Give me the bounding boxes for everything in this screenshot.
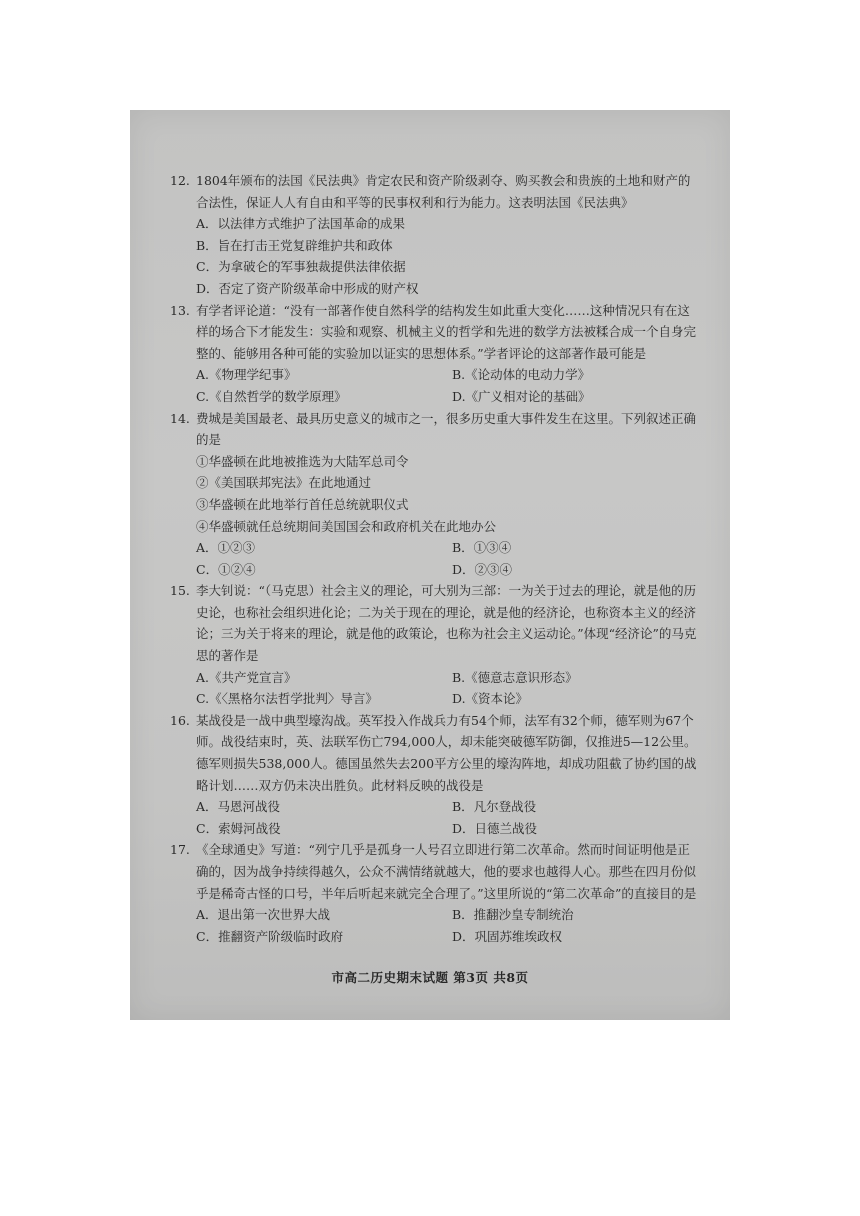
- option-c: C.《自然哲学的数学原理》: [196, 388, 347, 404]
- option-a: A．①②③: [196, 540, 256, 556]
- statement-4: ④华盛顿就任总统期间美国国会和政府机关在此地办公: [196, 518, 497, 534]
- option-b: B.《德意志意识形态》: [452, 669, 578, 685]
- option-b: B．旨在打击王党复辟维护共和政体: [196, 237, 393, 253]
- option-a: A.《共产党宣言》: [196, 669, 297, 685]
- options-grid: [170, 796, 700, 839]
- question-15: [170, 580, 700, 710]
- question-16: [170, 710, 700, 840]
- option-b: B．推翻沙皇专制统治: [452, 907, 574, 923]
- option-d: D．巩固苏维埃政权: [452, 928, 563, 944]
- question-number: 12.: [170, 173, 190, 188]
- option-d: D．②③④: [452, 561, 513, 577]
- option-b: B．①③④: [452, 540, 512, 556]
- exam-page: [130, 110, 730, 1020]
- option-c: C．①②④: [196, 561, 256, 577]
- question-list: [170, 170, 700, 947]
- statement-1: ①华盛顿在此地被推选为大陆军总司令: [196, 453, 409, 469]
- question-17: [170, 839, 700, 947]
- question-text: 某战役是一战中典型壕沟战。英军投入作战兵力有54个师，法军有32个师，德军则为67个师。战役结束时，英、法联军伤亡794,000人，却未能突破德军防御，仅推进5—12公里。德军则损失538,000人。德国虽然失去200平方公里的壕沟阵地，却成功阻截了协约国的战略计划……双方仍未决出胜负。此材料反映的战役是: [196, 712, 697, 793]
- option-d: D.《资本论》: [452, 691, 529, 707]
- question-13: [170, 300, 700, 408]
- option-c: C．推翻资产阶级临时政府: [196, 928, 344, 944]
- question-stem: [170, 710, 700, 796]
- statement-3: ③华盛顿在此地举行首任总统就职仪式: [196, 496, 409, 512]
- question-12: [170, 170, 700, 300]
- question-stem: [170, 580, 700, 666]
- statement-2: ②《美国联邦宪法》在此地通过: [196, 475, 372, 491]
- option-a: A．马恩河战役: [196, 799, 281, 815]
- options-grid: [170, 904, 700, 947]
- question-text: 李大钊说：“（马克思）社会主义的理论，可大别为三部：一为关于过去的理论，就是他的历史论，也称社会组织进化论；二为关于现在的理论，就是他的经济论，也称资本主义的经济论；三为关于将来的理论，就是他的政策论，也称为社会主义运动论。”体现“经济论”的马克思的著作是: [196, 583, 697, 664]
- option-b: B.《论动体的电动力学》: [452, 367, 591, 383]
- option-c: C．为拿破仑的军事独裁提供法律依据: [196, 259, 406, 275]
- question-stem: [170, 408, 700, 451]
- question-number: 15.: [170, 583, 190, 599]
- option-c: C．索姆河战役: [196, 820, 281, 836]
- question-text: 1804年颁布的法国《民法典》肯定农民和资产阶级剥夺、购买教会和贵族的土地和财产的合法性，保证人人有自由和平等的民事权利和行为能力。这表明法国《民法典》: [196, 173, 691, 210]
- question-stem: [170, 839, 700, 904]
- question-text: 《全球通史》写道：“列宁几乎是孤身一人号召立即进行第二次革命。然而时间证明他是正确的，因为战争持续得越久，公众不满情绪就越大，他的要求也越得人心。那些在四月份似乎是稀奇古怪的口号，半年后听起来就完全合理了。”这里所说的“第二次革命”的直接目的是: [196, 842, 697, 901]
- question-stem: [170, 170, 700, 213]
- option-b: B．凡尔登战役: [452, 799, 537, 815]
- option-a: A.《物理学纪事》: [196, 367, 297, 383]
- question-number: 14.: [170, 410, 190, 426]
- question-text: 有学者评论道：“没有一部著作使自然科学的结构发生如此重大变化……这种情况只有在这样的场合下才能发生：实验和观察、机械主义的哲学和先进的数学方法被糅合成一个自身完整的、能够用各种可能的实验加以证实的思想体系。”学者评论的这部著作最可能是: [196, 302, 697, 361]
- option-c: C.《〈黑格尔法哲学批判〉导言》: [196, 691, 378, 707]
- question-number: 16.: [170, 712, 190, 728]
- option-a: A．退出第一次世界大战: [196, 907, 331, 923]
- option-d: D.《广义相对论的基础》: [452, 388, 591, 404]
- question-text: 费城是美国最老、最具历史意义的城市之一，很多历史重大事件发生在这里。下列叙述正确的是: [196, 410, 697, 448]
- question-14: [170, 408, 700, 581]
- options-grid: [170, 667, 700, 710]
- question-stem: [170, 300, 700, 365]
- question-number: 17.: [170, 842, 190, 858]
- question-number: 13.: [170, 302, 190, 318]
- options-grid: [170, 364, 700, 407]
- option-d: D．日德兰战役: [452, 820, 538, 836]
- option-d: D．否定了资产阶级革命中形成的财产权: [196, 280, 419, 296]
- options-grid: [170, 537, 700, 580]
- option-a: A．以法律方式维护了法国革命的成果: [196, 216, 406, 232]
- page-footer: 市高二历史期末试题 第3页 共8页: [331, 970, 529, 985]
